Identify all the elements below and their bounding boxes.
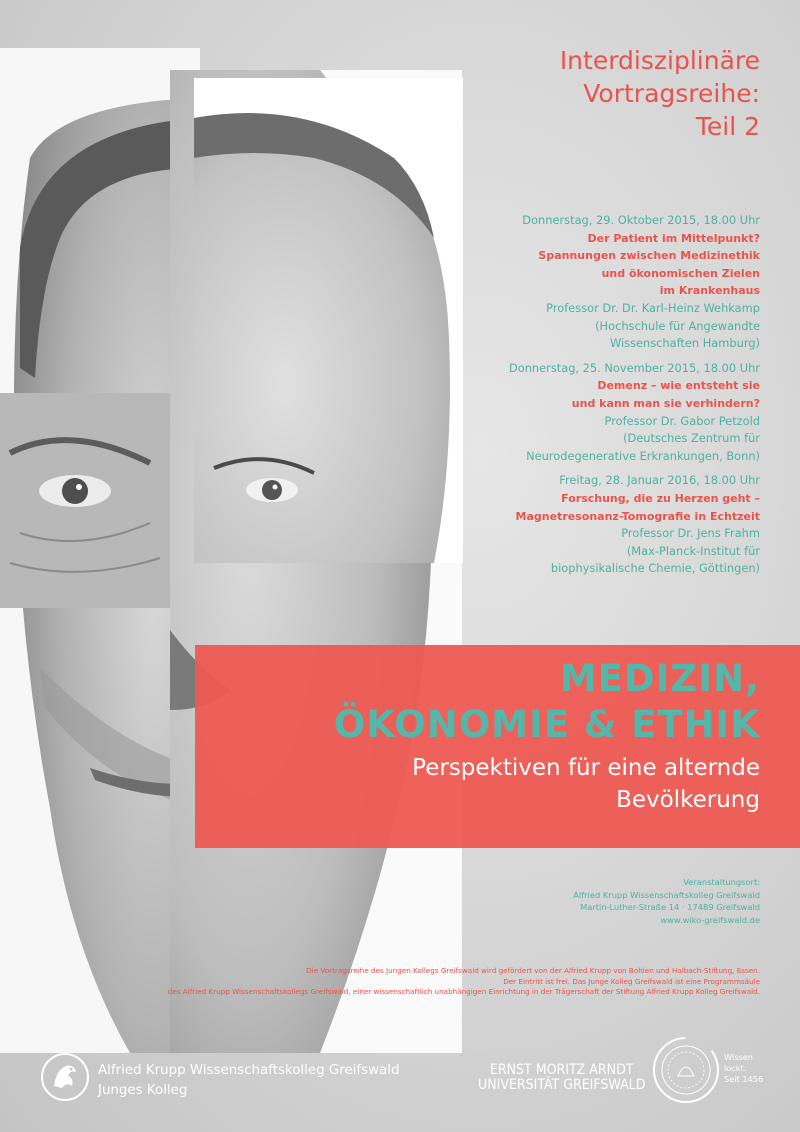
sponsor-note-line: Der Eintritt ist frei. Das Junge Kolleg Greifswald ist eine Programmsäule: [503, 976, 760, 986]
university-slogan: [724, 1052, 763, 1085]
event-item: [440, 212, 760, 353]
event-list: [440, 212, 760, 585]
logo-text-line: Junges Kolleg: [98, 1083, 188, 1098]
series-title: [400, 44, 760, 143]
event-title-line: Der Patient im Mittelpunkt?: [587, 231, 760, 245]
university-name-line: UNIVERSITÄT GREIFSWALD: [478, 1077, 646, 1093]
event-title-line: Forschung, die zu Herzen geht –: [561, 491, 760, 505]
event-date: Donnerstag, 25. November 2015, 18.00 Uhr: [508, 360, 760, 375]
event-title-line: im Krankenhaus: [659, 284, 760, 298]
event-item: [440, 360, 760, 466]
event-speaker: Professor Dr. Jens Frahm: [621, 526, 760, 541]
university-seal-icon: [652, 1036, 720, 1104]
face-photo-upper-panel: [194, 78, 463, 563]
sponsor-note: [20, 966, 760, 998]
event-title-line: und ökonomischen Zielen: [601, 266, 760, 280]
venue-name: Alfried Krupp Wissenschaftskolleg Greifswald: [573, 889, 760, 900]
venue-address: Martin-Luther-Straße 14 · 17489 Greifswald: [580, 902, 760, 912]
sponsor-note-line: Die Vortragsreihe des Jungen Kollegs Greifswald wird gefördert von der Alfried Krupp von Bohlen und Halbach-Stiftung, Essen.: [306, 966, 760, 975]
event-affiliation-line: (Max-Planck-Institut für: [626, 543, 760, 558]
venue-label: Veranstaltungsort:: [683, 877, 760, 887]
event-title-line: Spannungen zwischen Medizinethik: [538, 249, 760, 263]
slogan-line: Wissen: [724, 1052, 753, 1062]
university-name: [478, 1063, 645, 1093]
series-title-line: Interdisziplinäre: [559, 46, 760, 75]
event-title-line: Demenz – wie entsteht sie: [597, 379, 760, 393]
subtitle-line: Perspektiven für eine alternde: [412, 755, 760, 781]
face-photo-eye-panel: [0, 393, 170, 608]
slogan-line: Seit 1456: [724, 1074, 764, 1084]
main-title-line: MEDIZIN,: [559, 657, 760, 700]
venue-url[interactable]: www.wiko-greifswald.de: [660, 914, 760, 925]
event-affiliation-line: (Deutsches Zentrum für: [623, 431, 760, 446]
series-title-line: Teil 2: [695, 112, 760, 141]
event-title-line: Magnetresonanz-Tomografie in Echtzeit: [515, 509, 760, 523]
logo-text-line: Alfried Krupp Wissenschaftskolleg Greifswald: [98, 1063, 400, 1078]
main-title: [334, 656, 760, 748]
event-affiliation-line: biophysikalische Chemie, Göttingen): [550, 561, 760, 576]
sponsor-note-line: des Alfried Krupp Wissenschaftskollegs Greifswald, einer wissenschaftlich unabhängigen Einrichtung in der Trägerschaft der Stiftung Alfried Krupp Kolleg Greifswald.: [167, 987, 760, 997]
event-speaker: Professor Dr. Dr. Karl-Heinz Wehkamp: [546, 300, 760, 315]
event-affiliation-line: (Hochschule für Angewandte: [595, 318, 760, 333]
main-title-line: ÖKONOMIE & ETHIK: [333, 703, 760, 746]
event-date: Donnerstag, 29. Oktober 2015, 18.00 Uhr: [522, 213, 760, 227]
event-affiliation-line: Wissenschaften Hamburg): [609, 336, 760, 351]
series-title-line: Vortragsreihe:: [583, 79, 760, 108]
event-date: Freitag, 28. Januar 2016, 18.00 Uhr: [559, 473, 760, 488]
university-name-line: ERNST MORITZ ARNDT: [489, 1062, 634, 1078]
event-item: [440, 472, 760, 578]
krupp-kolleg-logo-text: [98, 1061, 399, 1101]
event-title-line: und kann man sie verhindern?: [571, 396, 760, 410]
event-affiliation-line: Neurodegenerative Erkrankungen, Bonn): [526, 448, 760, 463]
griffin-crest-icon: [40, 1052, 90, 1102]
venue-info: [573, 876, 760, 926]
event-speaker: Professor Dr. Gabor Petzold: [604, 413, 760, 428]
subtitle: [412, 752, 760, 816]
slogan-line: lockt.: [724, 1063, 747, 1073]
subtitle-line: Bevölkerung: [616, 787, 760, 813]
